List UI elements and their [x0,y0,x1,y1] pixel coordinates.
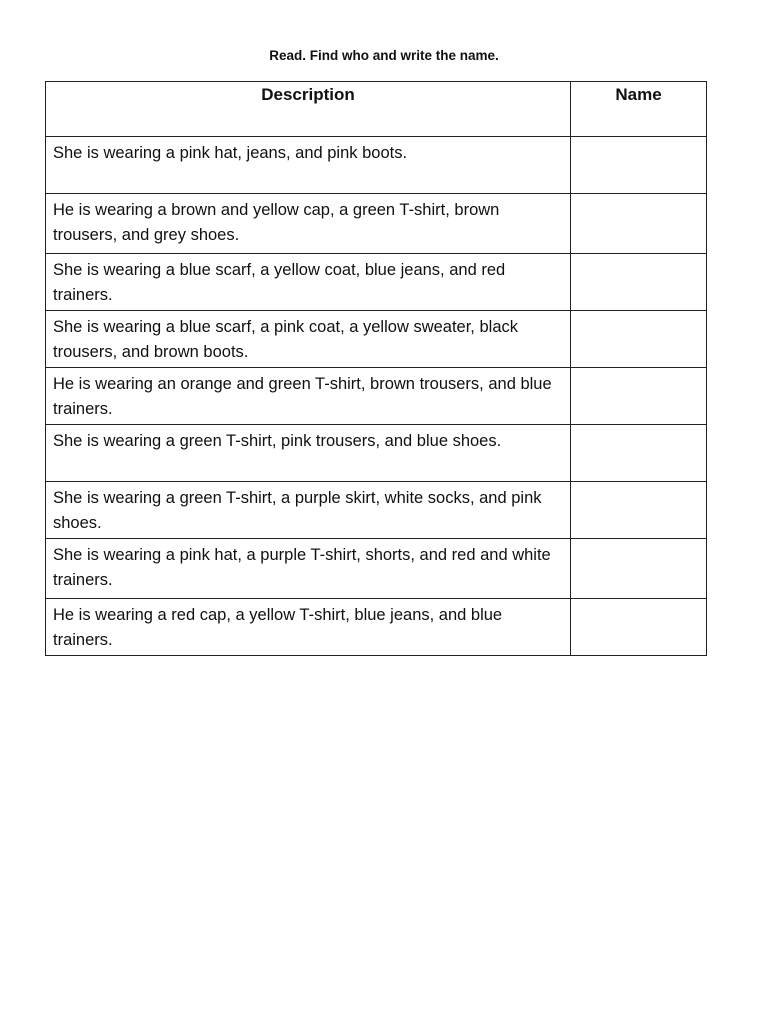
table-row [46,254,707,311]
table-header-row [46,82,707,137]
name-answer-cell[interactable] [571,539,707,599]
name-column-header: Name [571,82,707,137]
description-cell: She is wearing a green T-shirt, pink trousers, and blue shoes. [46,425,571,482]
name-answer-cell[interactable] [571,254,707,311]
description-cell: She is wearing a blue scarf, a yellow coat, blue jeans, and red trainers. [46,254,571,311]
description-cell: He is wearing a brown and yellow cap, a green T-shirt, brown trousers, and grey shoes. [46,194,571,254]
table-row [46,137,707,194]
description-cell: She is wearing a pink hat, jeans, and pink boots. [46,137,571,194]
table-row [46,368,707,425]
name-answer-cell[interactable] [571,482,707,539]
table-row [46,482,707,539]
name-answer-cell[interactable] [571,137,707,194]
description-name-table [45,81,707,656]
description-cell: She is wearing a pink hat, a purple T-shirt, shorts, and red and white trainers. [46,539,571,599]
description-cell: He is wearing an orange and green T-shirt, brown trousers, and blue trainers. [46,368,571,425]
description-cell: He is wearing a red cap, a yellow T-shirt, blue jeans, and blue trainers. [46,599,571,656]
description-column-header: Description [46,82,571,137]
worksheet-title: Read. Find who and write the name. [269,48,499,63]
table-row [46,599,707,656]
description-cell: She is wearing a green T-shirt, a purple skirt, white socks, and pink shoes. [46,482,571,539]
description-cell: She is wearing a blue scarf, a pink coat, a yellow sweater, black trousers, and brown boots. [46,311,571,368]
table-row [46,194,707,254]
table-row [46,539,707,599]
name-answer-cell[interactable] [571,194,707,254]
name-answer-cell[interactable] [571,425,707,482]
name-answer-cell[interactable] [571,311,707,368]
table-row [46,425,707,482]
name-answer-cell[interactable] [571,599,707,656]
table-row [46,311,707,368]
name-answer-cell[interactable] [571,368,707,425]
